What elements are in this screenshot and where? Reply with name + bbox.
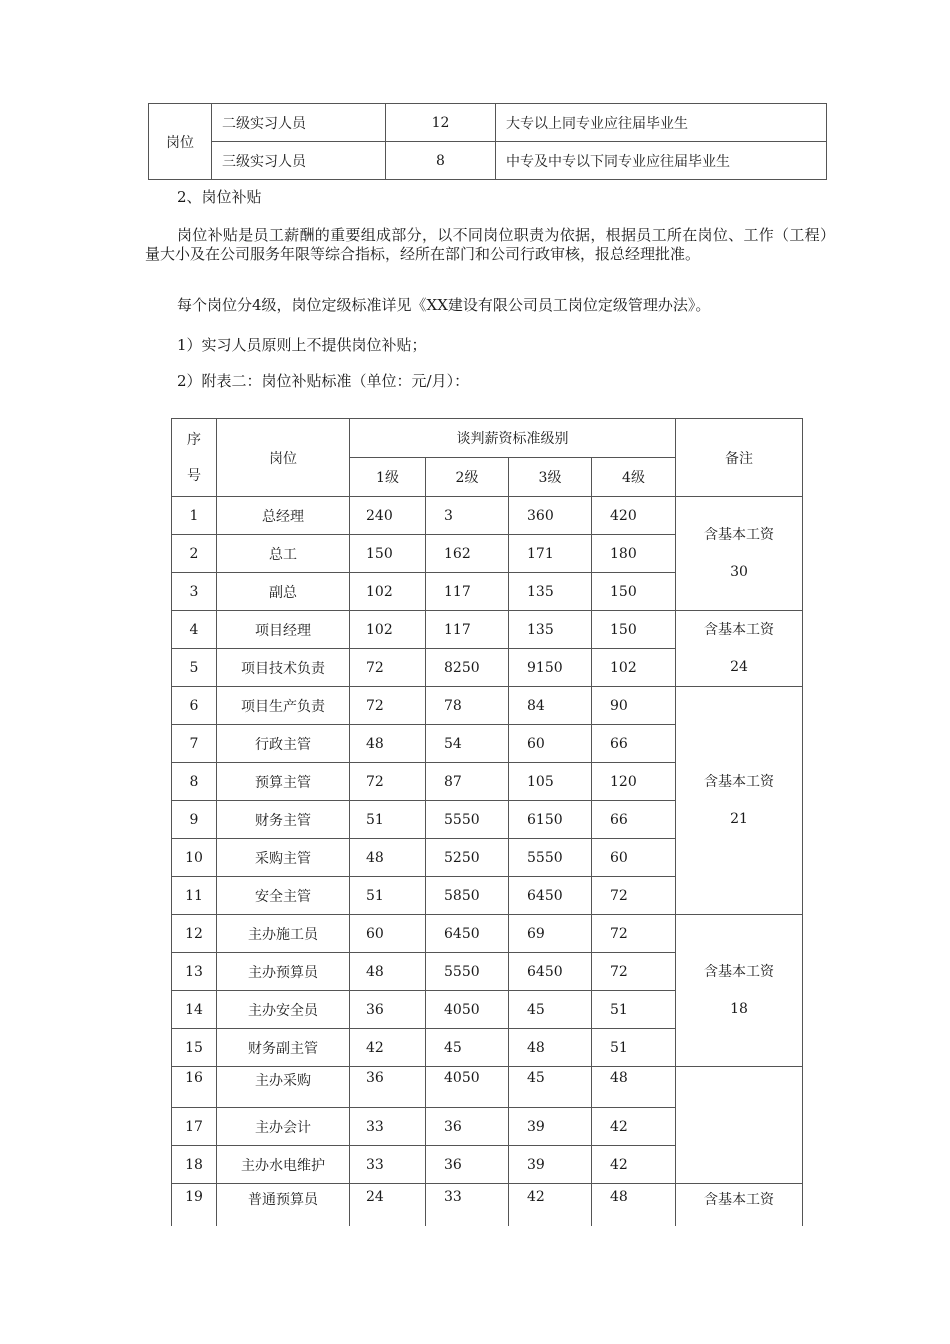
table-row: [172, 497, 803, 535]
row-level-1: 102: [350, 573, 426, 611]
intern-level-cell: 三级实习人员: [212, 142, 386, 180]
row-level-4: 42: [592, 1108, 676, 1146]
row-post: 主办水电维护: [217, 1146, 350, 1184]
row-post: 普通预算员: [217, 1184, 350, 1227]
row-no: 11: [172, 877, 217, 915]
row-post: 预算主管: [217, 763, 350, 801]
row-level-4: 51: [592, 991, 676, 1029]
row-level-4: 48: [592, 1184, 676, 1227]
header-post: 岗位: [217, 419, 350, 497]
row-level-1: 33: [350, 1108, 426, 1146]
row-no: 15: [172, 1029, 217, 1067]
row-post: 安全主管: [217, 877, 350, 915]
row-level-4: 420: [592, 497, 676, 535]
table-row: [172, 611, 803, 649]
row-level-1: 48: [350, 725, 426, 763]
remark-cell: [676, 1184, 803, 1227]
row-post: 主办预算员: [217, 953, 350, 991]
row-level-1: 48: [350, 953, 426, 991]
row-level-3: 39: [509, 1108, 592, 1146]
table-row: [172, 687, 803, 725]
header-level-3: 3级: [509, 458, 592, 497]
row-no: 16: [172, 1067, 217, 1108]
row-level-1: 42: [350, 1029, 426, 1067]
row-no: 1: [172, 497, 217, 535]
row-level-1: 150: [350, 535, 426, 573]
row-level-2: 54: [426, 725, 509, 763]
row-level-2: 87: [426, 763, 509, 801]
row-level-2: 5250: [426, 839, 509, 877]
row-post: 主办安全员: [217, 991, 350, 1029]
row-post: 总经理: [217, 497, 350, 535]
table-row: [149, 104, 827, 142]
row-level-1: 72: [350, 687, 426, 725]
row-level-3: 48: [509, 1029, 592, 1067]
row-post: 采购主管: [217, 839, 350, 877]
row-level-4: 102: [592, 649, 676, 687]
row-level-3: 6150: [509, 801, 592, 839]
row-level-2: 33: [426, 1184, 509, 1227]
row-no: 8: [172, 763, 217, 801]
row-level-3: 45: [509, 1067, 592, 1108]
row-level-3: 60: [509, 725, 592, 763]
row-level-2: 117: [426, 611, 509, 649]
row-level-4: 48: [592, 1067, 676, 1108]
row-level-2: 5550: [426, 953, 509, 991]
row-no: 12: [172, 915, 217, 953]
row-level-1: 33: [350, 1146, 426, 1184]
row-level-1: 51: [350, 877, 426, 915]
table-row: [172, 1067, 803, 1108]
row-level-3: 171: [509, 535, 592, 573]
row-level-1: 102: [350, 611, 426, 649]
row-post: 项目经理: [217, 611, 350, 649]
intern-requirement-cell: 中专及中专以下同专业应往届毕业生: [496, 142, 827, 180]
row-level-2: 3: [426, 497, 509, 535]
intern-requirement-cell: 大专以上同专业应往届毕业生: [496, 104, 827, 142]
row-post: 财务副主管: [217, 1029, 350, 1067]
remark-label: 含基本工资: [704, 773, 774, 790]
row-level-2: 5550: [426, 801, 509, 839]
row-level-3: 5550: [509, 839, 592, 877]
header-level-1: 1级: [350, 458, 426, 497]
row-post: 总工: [217, 535, 350, 573]
remark-cell: [676, 611, 803, 687]
table-row: [172, 1184, 803, 1227]
row-level-1: 240: [350, 497, 426, 535]
remark-cell: [676, 915, 803, 1067]
row-level-2: 4050: [426, 991, 509, 1029]
header-level-group: 谈判薪资标准级别: [350, 419, 676, 458]
intern-table: [148, 103, 827, 180]
row-level-2: 36: [426, 1108, 509, 1146]
header-level-2: 2级: [426, 458, 509, 497]
row-level-3: 6450: [509, 877, 592, 915]
header-seq-bottom: 号: [187, 467, 201, 484]
row-level-3: 105: [509, 763, 592, 801]
row-level-2: 6450: [426, 915, 509, 953]
remark-cell: [676, 497, 803, 611]
row-level-2: 162: [426, 535, 509, 573]
row-no: 7: [172, 725, 217, 763]
row-level-4: 180: [592, 535, 676, 573]
table-row: [149, 142, 827, 180]
row-post: 主办施工员: [217, 915, 350, 953]
remark-amount: 21: [730, 810, 748, 827]
remark-label: 含基本工资: [704, 526, 774, 543]
row-level-3: 42: [509, 1184, 592, 1227]
header-seq-top: 序: [187, 431, 201, 448]
row-level-4: 120: [592, 763, 676, 801]
row-level-4: 72: [592, 915, 676, 953]
row-level-3: 9150: [509, 649, 592, 687]
row-level-2: 5850: [426, 877, 509, 915]
row-level-1: 72: [350, 763, 426, 801]
row-no: 13: [172, 953, 217, 991]
row-no: 9: [172, 801, 217, 839]
row-no: 14: [172, 991, 217, 1029]
intern-level-cell: 二级实习人员: [212, 104, 386, 142]
row-post: 财务主管: [217, 801, 350, 839]
row-post: 行政主管: [217, 725, 350, 763]
paragraph: 1）实习人员原则上不提供岗位补贴；: [177, 336, 427, 354]
row-level-1: 72: [350, 649, 426, 687]
row-level-1: 51: [350, 801, 426, 839]
row-level-1: 60: [350, 915, 426, 953]
row-level-3: 6450: [509, 953, 592, 991]
row-level-3: 39: [509, 1146, 592, 1184]
row-level-2: 36: [426, 1146, 509, 1184]
row-post: 主办会计: [217, 1108, 350, 1146]
header-seq: [172, 419, 217, 497]
remark-amount: 18: [730, 1000, 748, 1017]
intern-value-cell: 12: [386, 104, 496, 142]
row-no: 10: [172, 839, 217, 877]
table-header-row: [172, 419, 803, 458]
row-level-2: 8250: [426, 649, 509, 687]
row-level-1: 36: [350, 991, 426, 1029]
row-post: 主办采购: [217, 1067, 350, 1108]
row-post: 项目技术负责: [217, 649, 350, 687]
row-level-2: 117: [426, 573, 509, 611]
intern-value-cell: 8: [386, 142, 496, 180]
row-level-3: 135: [509, 611, 592, 649]
section-heading: 2、岗位补贴: [177, 188, 262, 206]
row-level-1: 48: [350, 839, 426, 877]
intern-category-cell: 岗位: [149, 104, 212, 180]
row-level-3: 45: [509, 991, 592, 1029]
row-level-4: 51: [592, 1029, 676, 1067]
row-no: 18: [172, 1146, 217, 1184]
header-remark: 备注: [676, 419, 803, 497]
remark-label: 含基本工资: [704, 963, 774, 980]
remark-cell: [676, 687, 803, 915]
remark-amount: 24: [730, 658, 748, 675]
row-no: 3: [172, 573, 217, 611]
row-level-3: 135: [509, 573, 592, 611]
row-level-4: 66: [592, 725, 676, 763]
table-row: [172, 915, 803, 953]
row-level-3: 84: [509, 687, 592, 725]
row-no: 19: [172, 1184, 217, 1227]
header-level-4: 4级: [592, 458, 676, 497]
row-level-2: 4050: [426, 1067, 509, 1108]
row-no: 17: [172, 1108, 217, 1146]
row-level-4: 90: [592, 687, 676, 725]
row-level-3: 360: [509, 497, 592, 535]
row-level-2: 45: [426, 1029, 509, 1067]
row-level-4: 60: [592, 839, 676, 877]
allowance-table: [171, 418, 803, 1226]
remark-label: 含基本工资: [704, 621, 774, 638]
remark-amount: 30: [730, 563, 748, 580]
row-post: 项目生产负责: [217, 687, 350, 725]
paragraph: 每个岗位分4级，岗位定级标准详见《XX建设有限公司员工岗位定级管理办法》。: [177, 296, 711, 314]
row-no: 6: [172, 687, 217, 725]
row-level-1: 36: [350, 1067, 426, 1108]
row-post: 副总: [217, 573, 350, 611]
row-level-4: 72: [592, 953, 676, 991]
row-level-1: 24: [350, 1184, 426, 1227]
remark-cell: [676, 1067, 803, 1184]
row-level-4: 150: [592, 611, 676, 649]
remark-label: 含基本工资: [704, 1192, 774, 1208]
row-no: 2: [172, 535, 217, 573]
paragraph: 2）附表二：岗位补贴标准（单位：元/月）：: [177, 372, 470, 390]
row-level-4: 72: [592, 877, 676, 915]
row-no: 4: [172, 611, 217, 649]
row-level-2: 78: [426, 687, 509, 725]
row-level-4: 66: [592, 801, 676, 839]
row-level-4: 42: [592, 1146, 676, 1184]
row-level-4: 150: [592, 573, 676, 611]
row-no: 5: [172, 649, 217, 687]
paragraph: 岗位补贴是员工薪酬的重要组成部分，以不同岗位职责为依据，根据员工所在岗位、工作（工程）量大小及在公司服务年限等综合指标，经所在部门和公司行政审核，报总经理批准。: [145, 226, 835, 263]
row-level-3: 69: [509, 915, 592, 953]
